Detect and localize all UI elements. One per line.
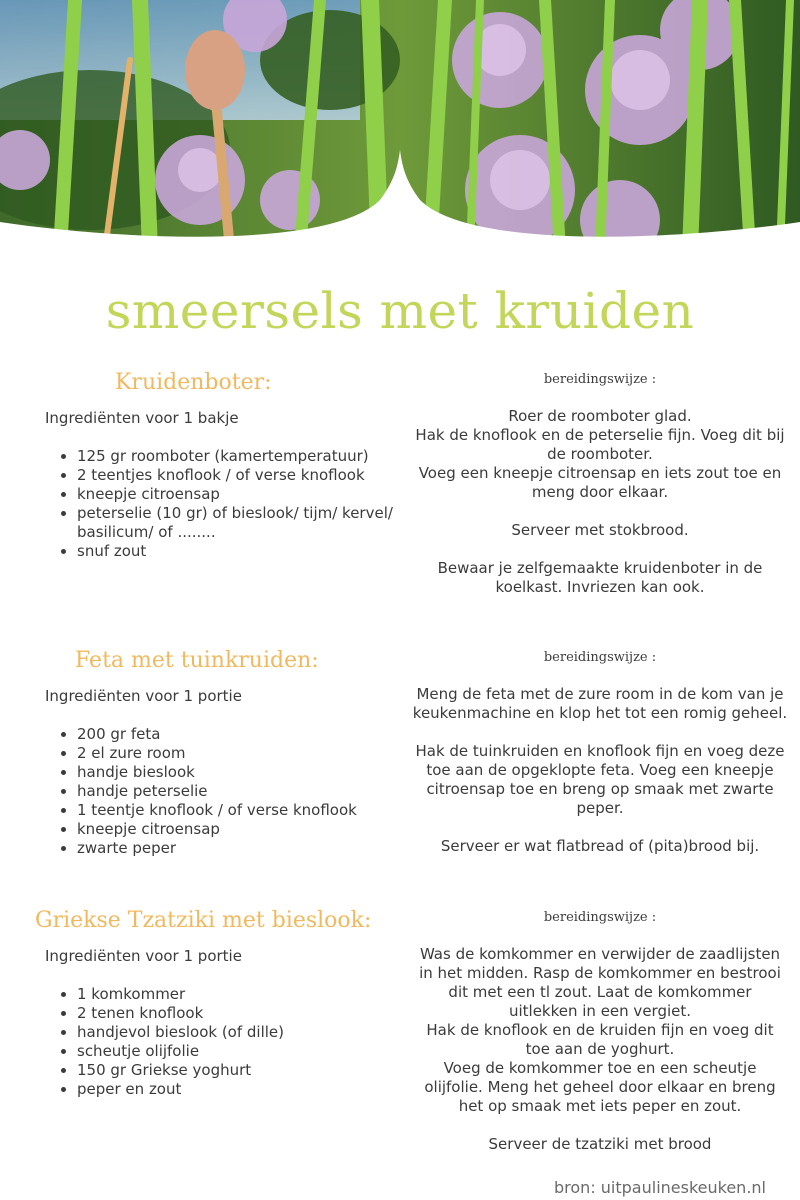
list-item: • 2 teentjes knoflook / of verse knoflook [77,466,407,485]
source-credit: bron: uitpaulineskeuken.nl [554,1178,766,1197]
method-line: Was de komkommer en verwijder de zaadlijsten in het midden. Rasp de komkommer en bestrooi dit met een tl zout. Laat de komkommer uitlekken in een vergiet. [419,945,781,1020]
list-item: • handje peterselie [77,782,407,801]
ingredients-list [45,447,407,561]
method-line [412,502,788,521]
list-item: • 2 tenen knoflook [77,1004,407,1023]
list-item: • 1 teentje knoflook / of verse knoflook [77,801,407,820]
method-line [412,723,788,742]
method-line: Meng de feta met de zure room in de kom van je keukenmachine en klop het tot een romig geheel. [412,685,788,722]
method-line [412,1116,788,1135]
list-item: • peper en zout [77,1080,407,1099]
method-line: Voeg de komkommer toe en een scheutje olijfolie. Meng het geheel door elkaar en breng het op smaak met iets peper en zout. [424,1059,776,1115]
method-line [412,540,788,559]
ingredients-list [45,985,407,1099]
ingredients-heading: Ingrediënten voor 1 portie [45,687,242,705]
ingredients-heading: Ingrediënten voor 1 portie [45,947,242,965]
method-line: Voeg een kneepje citroensap en iets zout toe en meng door elkaar. [418,464,782,501]
list-item: • 200 gr feta [77,725,407,744]
method-line [412,818,788,837]
method-line: Serveer er wat flatbread of (pita)brood bij. [440,837,760,855]
method-line: Roer de roomboter glad. [508,407,692,425]
method-line [412,388,788,407]
list-item: • 125 gr roomboter (kamertemperatuur) [77,447,407,466]
list-item: • kneepje citroensap [77,485,407,504]
recipe-title-kruidenboter: Kruidenboter: [115,370,272,395]
method-line: Bewaar je zelfgemaakte kruidenboter in de koelkast. Invriezen kan ook. [437,559,763,596]
method-text [412,666,788,856]
ingredients-heading: Ingrediënten voor 1 bakje [45,409,239,427]
ingredients-list [45,725,407,858]
method-text [412,926,788,1154]
method-line [412,926,788,945]
list-item: • snuf zout [77,542,407,561]
list-item: • 150 gr Griekse yoghurt [77,1061,407,1080]
list-item: • scheutje olijfolie [77,1042,407,1061]
method-text [412,388,788,597]
method-line: Hak de knoflook en de peterselie fijn. Voeg dit bij de roomboter. [415,426,785,463]
list-item: • handje bieslook [77,763,407,782]
method-line: Serveer de tzatziki met brood [488,1135,712,1153]
list-item: • handjevol bieslook (of dille) [77,1023,407,1042]
method-heading: bereidingswijze : [543,910,657,925]
recipe-title-tzatziki: Griekse Tzatziki met bieslook: [35,908,372,933]
method-heading: bereidingswijze : [543,650,657,665]
list-item: • peterselie (10 gr) of bieslook/ tijm/ kervel/ basilicum/ of ........ [77,504,407,542]
page-title: smeersels met kruiden [105,282,695,340]
list-item: • zwarte peper [77,839,407,858]
list-item: • 1 komkommer [77,985,407,1004]
method-heading: bereidingswijze : [543,372,657,387]
recipe-title-feta: Feta met tuinkruiden: [75,648,319,673]
method-line: Serveer met stokbrood. [511,521,689,539]
list-item: • kneepje citroensap [77,820,407,839]
method-line: Hak de knoflook en de kruiden fijn en voeg dit toe aan de yoghurt. [426,1021,774,1058]
hero-chives-photo [0,0,800,250]
list-item: • 2 el zure room [77,744,407,763]
method-line [412,666,788,685]
method-line: Hak de tuinkruiden en knoflook fijn en voeg deze toe aan de opgeklopte feta. Voeg een kneepje citroensap toe en breng op smaak met zwarte peper. [415,742,785,817]
